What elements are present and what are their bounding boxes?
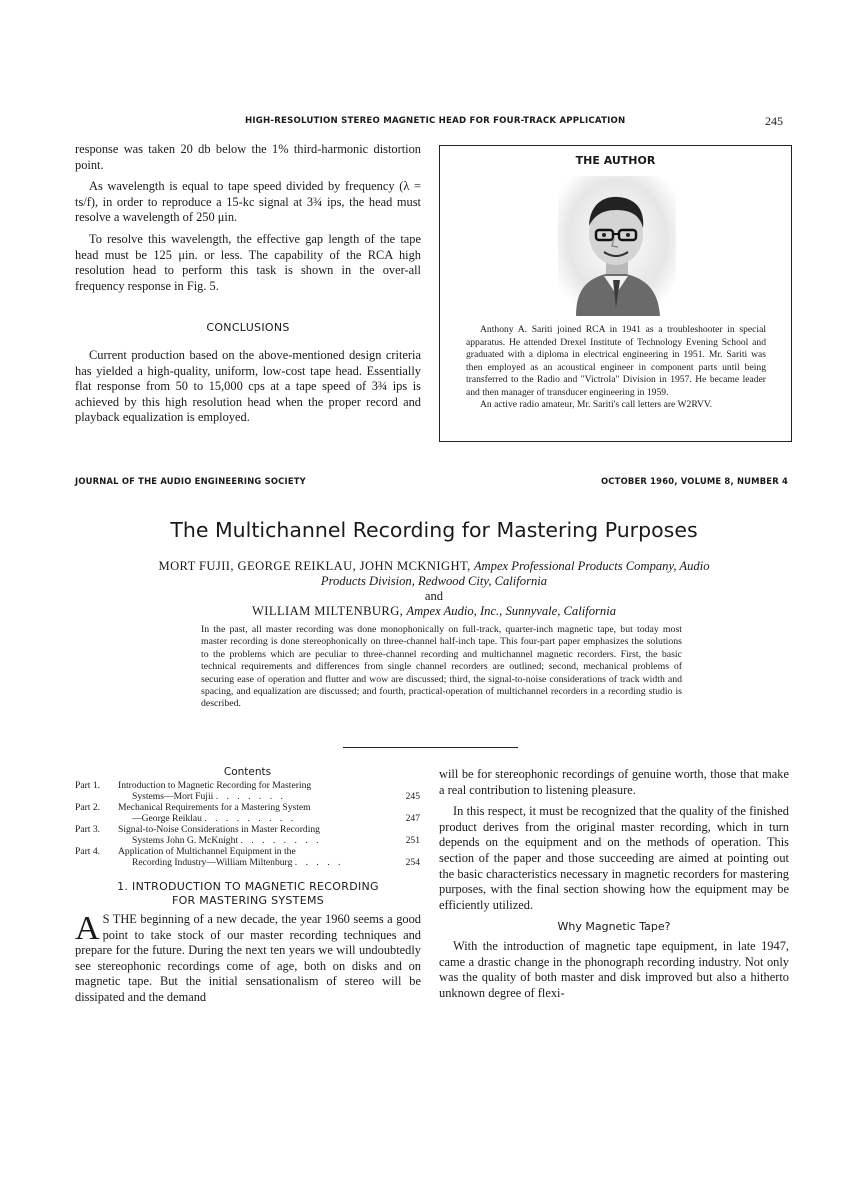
conclusions-column — [75, 348, 421, 432]
author-bio-paragraph: Anthony A. Sariti joined RCA in 1941 as a troubleshooter in special apparatus. He attended Drexel Institute of Technology Evening School and graduated with a diploma in electrical engineering in 1951. Mr. Sariti was then employed as an acoustical engineer in component parts until being transferred to the Radio and "Victrola" Division in 1957. He became leader and then manager of transducer engineering in 1959. — [466, 324, 766, 398]
paragraph: will be for stereophonic recordings of genuine worth, those that make a real contribution to listening pleasure. — [439, 767, 789, 797]
section-heading: 1. INTRODUCTION TO MAGNETIC RECORDING FOR MASTERING SYSTEMS — [117, 880, 379, 907]
paragraph: With the introduction of magnetic tape equipment, in late 1947, came a drastic change in the phonograph recording industry. Not only was the quality of both master and disk improved but also a hitherto unknown degree of flexi- — [439, 938, 789, 1000]
contents-item: Part 2. Mechanical Requirements for a Mastering System —George Reiklau . . . . . . . . . 247 — [75, 802, 420, 824]
contents-title: Contents — [223, 766, 272, 778]
author-affiliation: Ampex Audio, Inc., Sunnyvale, California — [406, 604, 617, 618]
paragraph: response was taken 20 db below the 1% third-harmonic distortion point. — [75, 142, 421, 172]
paragraph: As wavelength is equal to tape speed divided by frequency (λ = ts/f), in order to reproduce a 15-kc signal at 3¾ ips, the head must resolve a wavelength of 250 μin. — [75, 179, 421, 225]
article-title: The Multichannel Recording for Mastering Purposes — [170, 518, 698, 542]
journal-issue: OCTOBER 1960, VOLUME 8, NUMBER 4 — [600, 476, 788, 486]
author-bio — [466, 324, 766, 412]
section-body-right — [439, 767, 789, 1007]
previous-article-column — [75, 142, 421, 300]
subheading: Why Magnetic Tape? — [557, 920, 671, 934]
contents-item: Part 1. Introduction to Magnetic Recording for Mastering Systems—Mort Fujii . . . . . . . 245 — [75, 780, 420, 802]
paragraph: Current production based on the above-mentioned design criteria has yielded a high-quality, uniform, low-cost tape head. Essentially flat response from 50 to 15,000 cps at a tape speed of 3¾ ips is achieved by this high resolution head when the proper record and playback equalization is employed. — [75, 348, 421, 425]
article-authors — [150, 559, 718, 619]
author-names: WILLIAM MILTENBURG, — [251, 604, 404, 618]
author-box — [439, 145, 792, 442]
paragraph: In this respect, it must be recognized that the quality of the finished product derives from the original master recording, which in turn depends on the equipment and on the methods of operation. This section of the paper and those succeeding are aimed at pointing out the basic characteristics necessary in magnetic recorders for mastering purposes, with the final section showing how the equipment may be efficiently utilized. — [439, 804, 789, 912]
page-number: 245 — [765, 114, 783, 128]
author-box-title: THE AUTHOR — [575, 154, 656, 167]
dropcap: A — [75, 910, 100, 947]
abstract: In the past, all master recording was done monophonically on full-track, quarter-inch magnetic tape, but today most master recording is done stereophonically on three-channel half-inch tape. This four-part paper emphasizes the solutions to the problems which are peculiar to three-channel recording and multichannel magnetic recorders. First, the basic technical requirements and differences from single channel recorders are outlined; second, mechanical problems of securing ease of operation and flutter and wow are discussed; third, the signal-to-noise considerations of track width and spacing, and equalization are discussed; and fourth, practical-operation of multichannel recorders in a recording studio is described. — [201, 624, 682, 710]
author-names: MORT FUJII, GEORGE REIKLAU, JOHN MCKNIGHT, — [158, 559, 471, 573]
paragraph: To resolve this wavelength, the effective gap length of the tape head must be 125 μin. or less. The capability of the RCA high resolution head to perform this task is shown in the over-all frequency response in Fig. 5. — [75, 231, 421, 293]
section-body-left — [75, 912, 421, 1012]
contents-list — [75, 780, 420, 868]
author-photo — [558, 176, 676, 316]
divider — [343, 747, 518, 748]
author-affiliation: Ampex Professional Products Company, Audio Products Division, Redwood City, California — [320, 559, 710, 588]
authors-and: and — [424, 589, 444, 603]
journal-name: JOURNAL OF THE AUDIO ENGINEERING SOCIETY — [75, 476, 306, 486]
contents-item: Part 4. Application of Multichannel Equipment in the Recording Industry—William Miltenburg . . . . . 254 — [75, 846, 420, 868]
contents-item: Part 3. Signal-to-Noise Considerations in Master Recording Systems John G. McKnight . . . . . . . . 251 — [75, 824, 420, 846]
running-header: HIGH-RESOLUTION STEREO MAGNETIC HEAD FOR FOUR-TRACK APPLICATION — [245, 116, 626, 126]
author-bio-paragraph: An active radio amateur, Mr. Sariti's call letters are W2RVV. — [480, 399, 712, 410]
conclusions-heading: CONCLUSIONS — [206, 321, 290, 334]
paragraph: A S THE beginning of a new decade, the year 1960 seems a good point to take stock of our master recording techniques and prepare for the future. During the next ten years we will undoubtedly see stereophonic recordings come of age, both on disks and on magnetic tape. But the initial sensationalism of stereo will be dissipated and the demand — [75, 910, 421, 1004]
